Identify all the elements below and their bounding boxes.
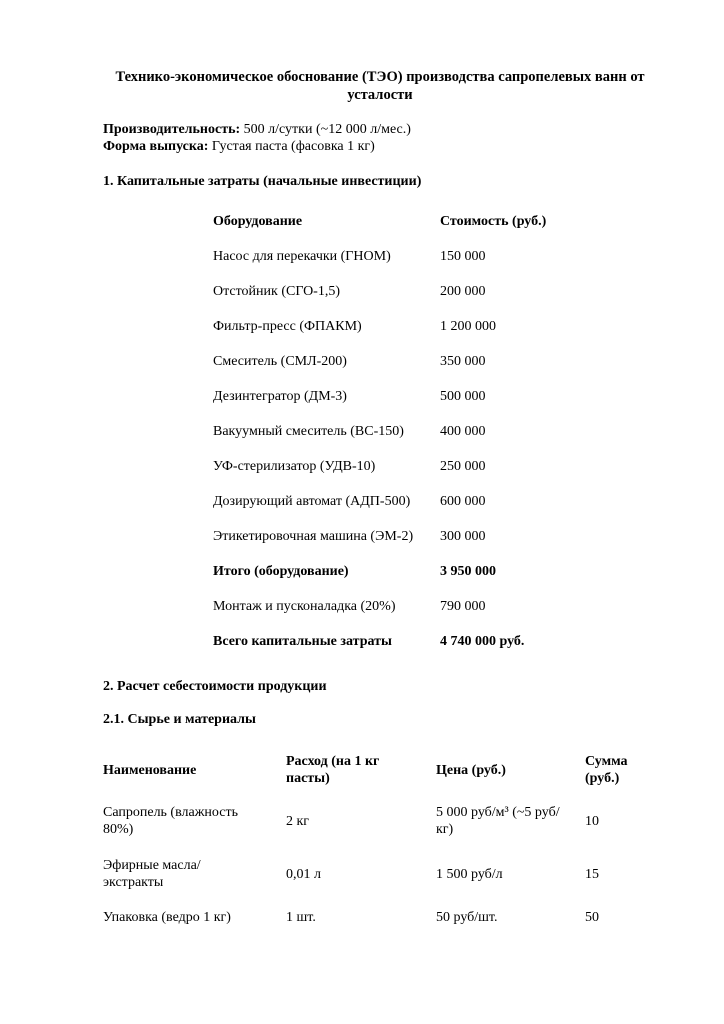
- capex-row-cost: 600 000: [440, 494, 486, 509]
- form-line: [103, 139, 375, 155]
- materials-row-usage: 2 кг: [286, 814, 310, 829]
- materials-row-price: 1 500 руб/л: [436, 867, 503, 882]
- capex-row-cost: 300 000: [440, 529, 486, 544]
- capex-row-name: Дозирующий автомат (АДП-500): [213, 494, 411, 509]
- capex-row-name: Отстойник (СГО-1,5): [213, 284, 341, 299]
- capex-grand-total-value: 4 740 000 руб.: [440, 634, 525, 649]
- capex-row-cost: 150 000: [440, 249, 486, 264]
- productivity-label: Производительность:: [103, 122, 241, 137]
- materials-header-sum: Сумма (руб.): [585, 754, 628, 786]
- section1-heading: 1. Капитальные затраты (начальные инвестиции): [103, 174, 422, 189]
- capex-row-cost: 350 000: [440, 354, 486, 369]
- materials-row-price: 5 000 руб/м³ (~5 руб/кг): [436, 805, 560, 837]
- capex-equipment-total-label: Итого (оборудование): [213, 564, 349, 579]
- capex-row-name: УФ-стерилизатор (УДВ-10): [213, 459, 376, 474]
- capex-row-cost: 400 000: [440, 424, 486, 439]
- form-value: Густая паста (фасовка 1 кг): [208, 139, 375, 154]
- capex-row-cost: 790 000: [440, 599, 486, 614]
- materials-row-name: Эфирные масла/экстракты: [103, 858, 201, 890]
- capex-row-name: Смеситель (СМЛ-200): [213, 354, 347, 369]
- materials-row-sum: 10: [585, 814, 599, 829]
- capex-row-cost: 250 000: [440, 459, 486, 474]
- capex-header-equipment: Оборудование: [213, 214, 303, 229]
- capex-grand-total-label: Всего капитальные затраты: [213, 634, 392, 649]
- materials-row-price: 50 руб/шт.: [436, 910, 498, 925]
- materials-row-sum: 50: [585, 910, 599, 925]
- capex-row-cost: 500 000: [440, 389, 486, 404]
- capex-row-name: Насос для перекачки (ГНОМ): [213, 249, 391, 264]
- section2-1-heading: 2.1. Сырье и материалы: [103, 712, 256, 727]
- materials-row-usage: 0,01 л: [286, 867, 321, 882]
- productivity-line: [103, 122, 411, 138]
- materials-header-usage: Расход (на 1 кг пасты): [286, 754, 380, 786]
- materials-row-name: Сапропель (влажность 80%): [103, 805, 238, 837]
- capex-row-name: Этикетировочная машина (ЭМ-2): [213, 529, 414, 544]
- capex-row-name: Монтаж и пусконаладка (20%): [213, 599, 396, 614]
- materials-row-usage: 1 шт.: [286, 910, 316, 925]
- materials-header-price: Цена (руб.): [436, 763, 506, 778]
- document-title: Технико-экономическое обоснование (ТЭО) производства сапропелевых ванн от усталости: [115, 69, 645, 103]
- materials-row-sum: 15: [585, 867, 599, 882]
- section2-heading: 2. Расчет себестоимости продукции: [103, 679, 327, 694]
- productivity-value: 500 л/сутки (~12 000 л/мес.): [240, 122, 411, 137]
- capex-row-cost: 1 200 000: [440, 319, 496, 334]
- capex-row-name: Дезинтегратор (ДМ-3): [213, 389, 347, 404]
- materials-row-name: Упаковка (ведро 1 кг): [103, 910, 231, 925]
- materials-header-name: Наименование: [103, 763, 197, 778]
- capex-row-name: Вакуумный смеситель (ВС-150): [213, 424, 404, 439]
- capex-row-cost: 200 000: [440, 284, 486, 299]
- capex-header-cost: Стоимость (руб.): [440, 214, 547, 229]
- form-label: Форма выпуска:: [103, 139, 209, 154]
- capex-row-name: Фильтр-пресс (ФПАКМ): [213, 319, 362, 334]
- capex-equipment-total-value: 3 950 000: [440, 564, 496, 579]
